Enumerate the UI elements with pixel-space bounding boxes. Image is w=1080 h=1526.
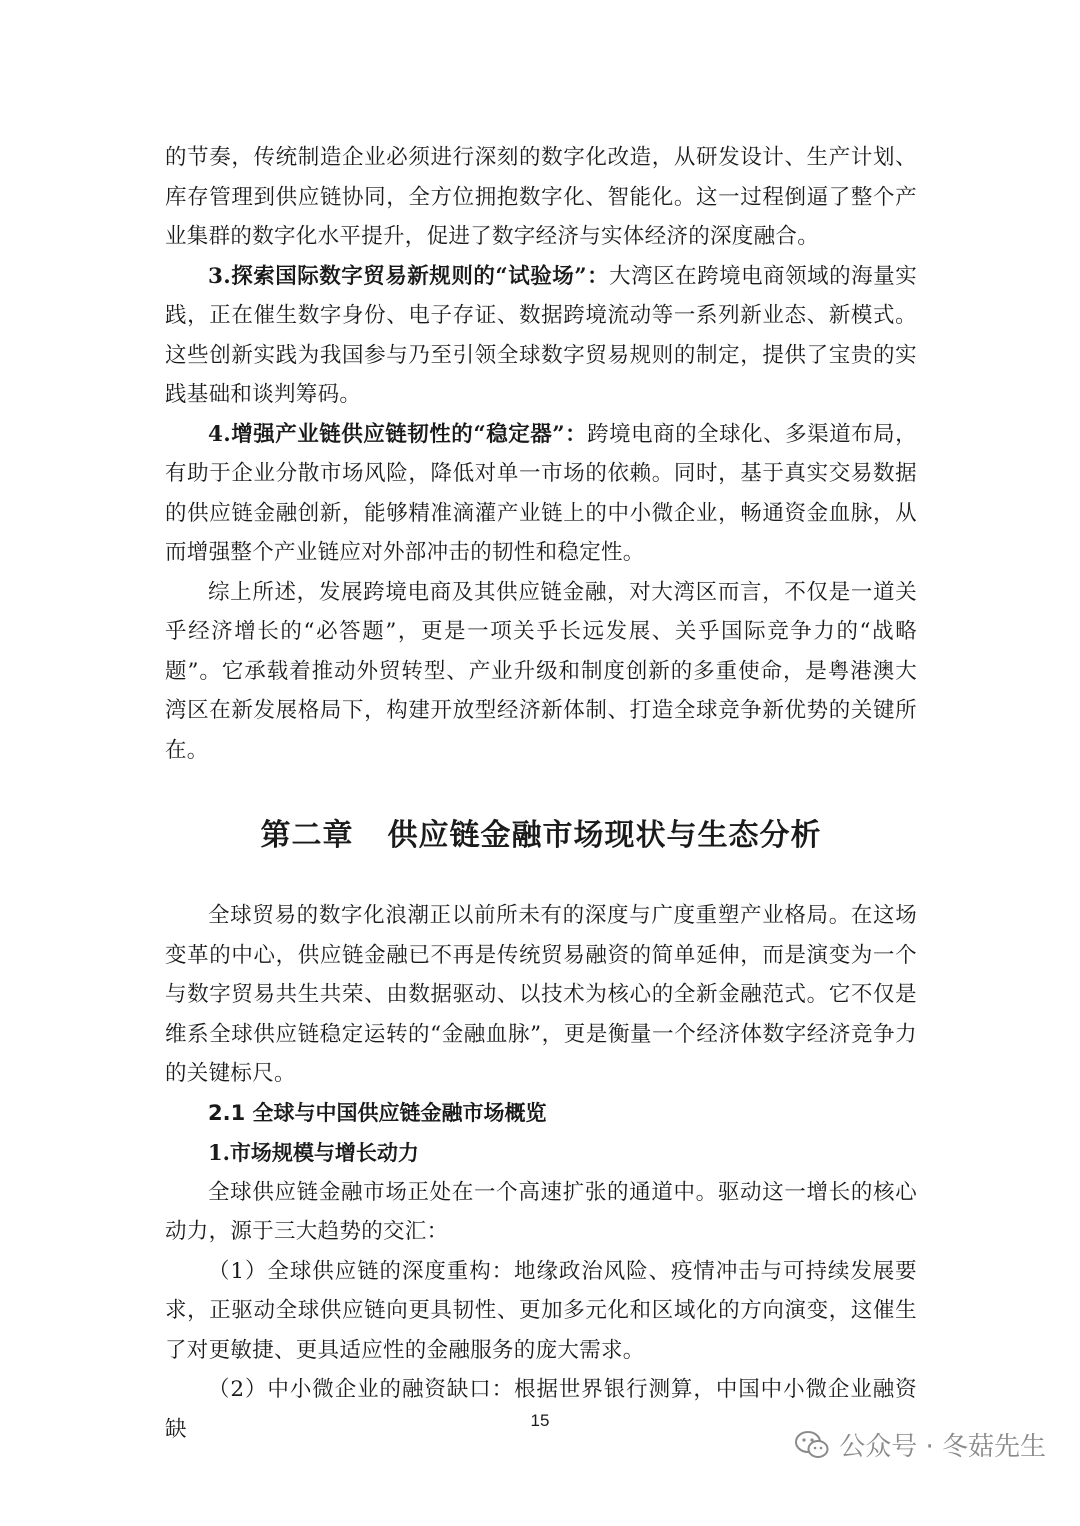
page-number: 15	[530, 1411, 550, 1430]
summary-paragraph: 综上所述，发展跨境电商及其供应链金融，对大湾区而言，不仅是一道关乎经济增长的“必答题”，更是一项关乎长远发展、关乎国际竞争力的“战略题”。它承载着推动外贸转型、产业升级和制度创新的多重使命，是粤港澳大湾区在新发展格局下，构建开放型经济新体制、打造全球竞争新优势的关键所在。	[165, 579, 917, 763]
item-3-title: 3.探索国际数字贸易新规则的“试验场”：	[208, 263, 610, 289]
chapter-intro-paragraph: 全球贸易的数字化浪潮正以前所未有的深度与广度重塑产业格局。在这场变革的中心，供应链金融已不再是传统贸易融资的简单延伸，而是演变为一个与数字贸易共生共荣、由数据驱动、以技术为核心的全新金融范式。它不仅是维系全球供应链稳定运转的“金融血脉”，更是衡量一个经济体数字经济竞争力的关键标尺。	[165, 903, 917, 1086]
page-content	[165, 138, 917, 1449]
chapter-heading	[165, 810, 917, 854]
watermark	[795, 1426, 1046, 1463]
continued-paragraph: 的节奏，传统制造企业必须进行深刻的数字化改造，从研发设计、生产计划、库存管理到供应链协同，全方位拥抱数字化、智能化。这一过程倒逼了整个产业集群的数字化水平提升，促进了数字经济与实体经济的深度融合。	[165, 145, 917, 249]
point-2-paragraph: （2）中小微企业的融资缺口：根据世界银行测算，中国中小微企业融资缺	[165, 1377, 917, 1442]
item-3-text: 大湾区在跨境电商领域的海量实践，正在催生数字身份、电子存证、数据跨境流动等一系列新业态、新模式。这些创新实践为我国参与乃至引领全球数字贸易规则的制定，提供了宝贵的实践基础和谈判筹码。	[165, 263, 917, 407]
item-4-title: 4.增强产业链供应链韧性的“稳定器”：	[208, 421, 588, 447]
point-1-paragraph: （1）全球供应链的深度重构：地缘政治风险、疫情冲击与可持续发展要求，正驱动全球供应链向更具韧性、更加多元化和区域化的方向演变，这催生了对更敏捷、更具适应性的金融服务的庞大需求。	[165, 1258, 917, 1363]
item-4-text: 跨境电商的全球化、多渠道布局，有助于企业分散市场风险，降低对单一市场的依赖。同时，基于真实交易数据的供应链金融创新，能够精准滴灌产业链上的中小微企业，畅通资金血脉，从而增强整个产业链应对外部冲击的韧性和稳定性。	[165, 421, 917, 565]
chapter-title: 供应链金融市场现状与生态分析	[387, 818, 822, 853]
item-4-paragraph	[165, 415, 917, 573]
wechat-icon	[795, 1430, 829, 1460]
item-3-paragraph	[165, 257, 917, 415]
subsection-heading: 1.市场规模与增长动力	[208, 1140, 419, 1165]
section-paragraph: 全球供应链金融市场正处在一个高速扩张的通道中。驱动这一增长的核心动力，源于三大趋势的交汇：	[165, 1179, 917, 1244]
watermark-text: 公众号 · 冬菇先生	[839, 1432, 1046, 1462]
chapter-number: 第二章	[260, 818, 354, 853]
section-heading: 2.1 全球与中国供应链金融市场概览	[208, 1100, 547, 1125]
